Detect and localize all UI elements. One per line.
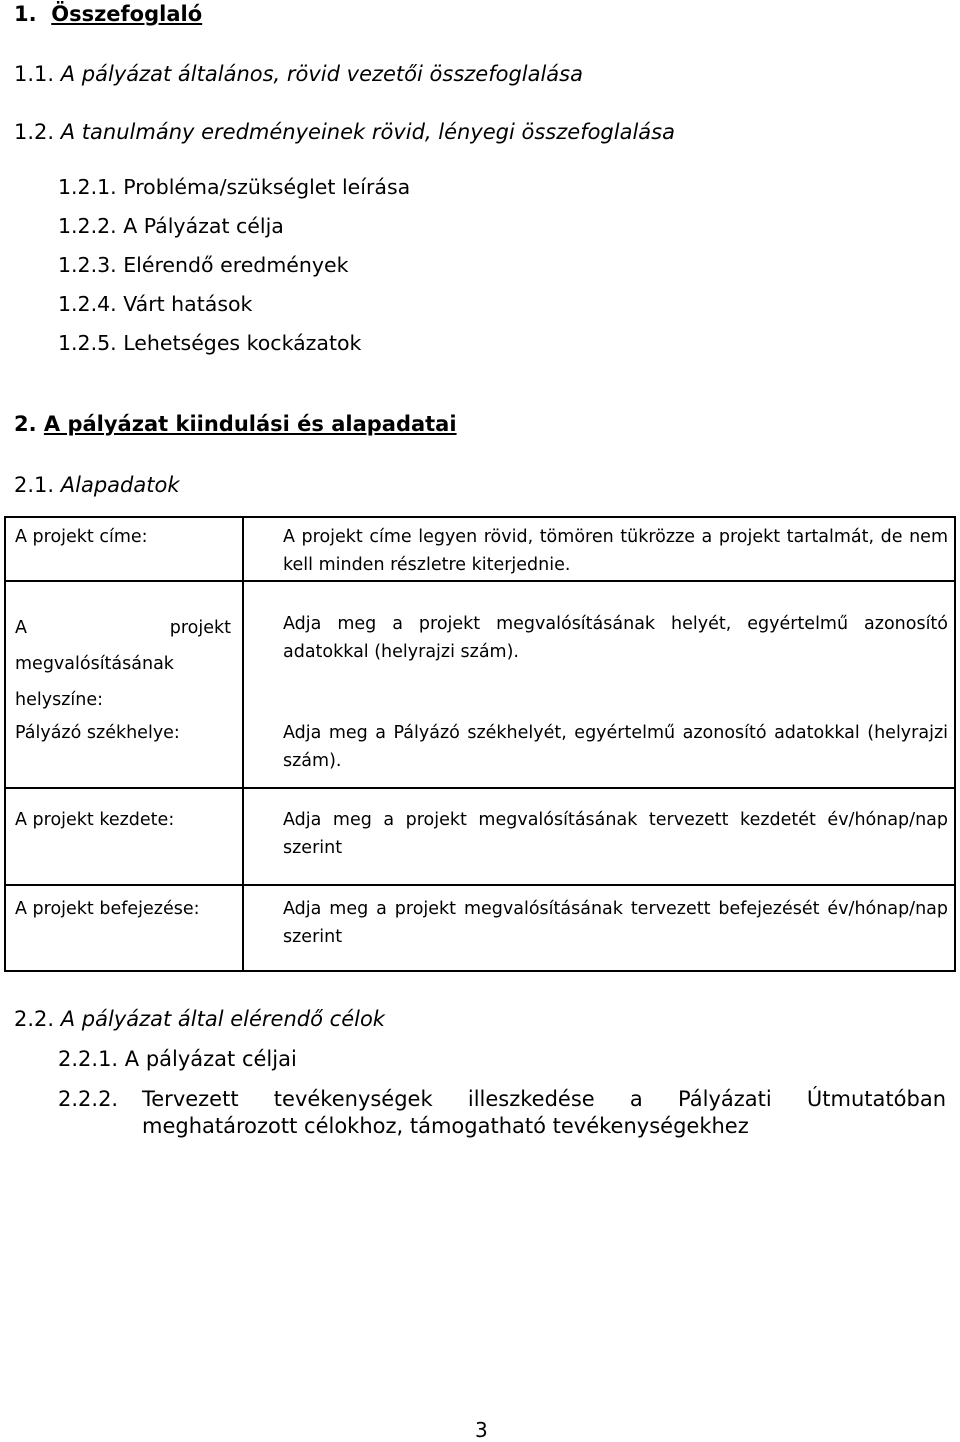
- section-1-title: Összefoglaló: [51, 2, 203, 26]
- section-2-title: A pályázat kiindulási és alapadatai: [43, 412, 457, 436]
- list-item: 1.2.5. Lehetséges kockázatok: [58, 331, 362, 355]
- label-project-end: A projekt befejezése:: [15, 899, 200, 919]
- section-2-number: 2.: [14, 412, 37, 436]
- list-item: 1.2.2. A Pályázat célja: [58, 214, 284, 238]
- label-project-location: A projekt megvalósításának helyszíne:: [15, 618, 231, 710]
- heading-2-2: 2.2. A pályázat által elérendő célok: [14, 1007, 385, 1031]
- heading-2-1: 2.1. Alapadatok: [14, 473, 180, 497]
- text-project-end: Adja meg a projekt megvalósításának tervezett befejezését év/hónap/nap szerint: [283, 899, 948, 947]
- heading-1-2: 1.2. A tanulmány eredményeinek rövid, lényegi összefoglalása: [14, 120, 675, 144]
- table-row-divider: [6, 580, 954, 582]
- page-number: 3: [475, 1418, 488, 1442]
- label-applicant-seat: Pályázó székhelye:: [15, 723, 180, 743]
- heading-1-1: 1.1. A pályázat általános, rövid vezetői összefoglalása: [14, 62, 583, 86]
- table-column-divider: [242, 518, 244, 970]
- list-item: 1.2.1. Probléma/szükséglet leírása: [58, 175, 411, 199]
- label-project-start: A projekt kezdete:: [15, 810, 175, 830]
- heading-2-2-2: 2.2.2. Tervezett tevékenységek illeszkedése a Pályázati Útmutatóban meghatározott célokhoz, támogatható tevékenységekhez: [58, 1087, 946, 1138]
- text-project-title: A projekt címe legyen rövid, tömören tükrözze a projekt tartalmát, de nem kell minden részletre kiterjednie.: [283, 527, 948, 575]
- table-row-divider: [6, 787, 954, 789]
- label-project-title: A projekt címe:: [15, 527, 148, 547]
- heading-2-2-1: 2.2.1. A pályázat céljai: [58, 1047, 297, 1071]
- list-item: 1.2.4. Várt hatások: [58, 292, 253, 316]
- section-1-heading: [14, 2, 202, 26]
- table-row-divider: [6, 884, 954, 886]
- section-1-number: 1.: [14, 2, 37, 26]
- text-project-location: Adja meg a projekt megvalósításának helyét, egyértelmű azonosító adatokkal (helyrajzi szám).: [283, 614, 948, 662]
- text-project-start: Adja meg a projekt megvalósításának tervezett kezdetét év/hónap/nap szerint: [283, 810, 948, 858]
- list-item: 1.2.3. Elérendő eredmények: [58, 253, 349, 277]
- basic-data-table: [4, 516, 956, 972]
- section-2-heading: [14, 412, 457, 436]
- text-applicant-seat: Adja meg a Pályázó székhelyét, egyértelmű azonosító adatokkal (helyrajzi szám).: [283, 723, 948, 771]
